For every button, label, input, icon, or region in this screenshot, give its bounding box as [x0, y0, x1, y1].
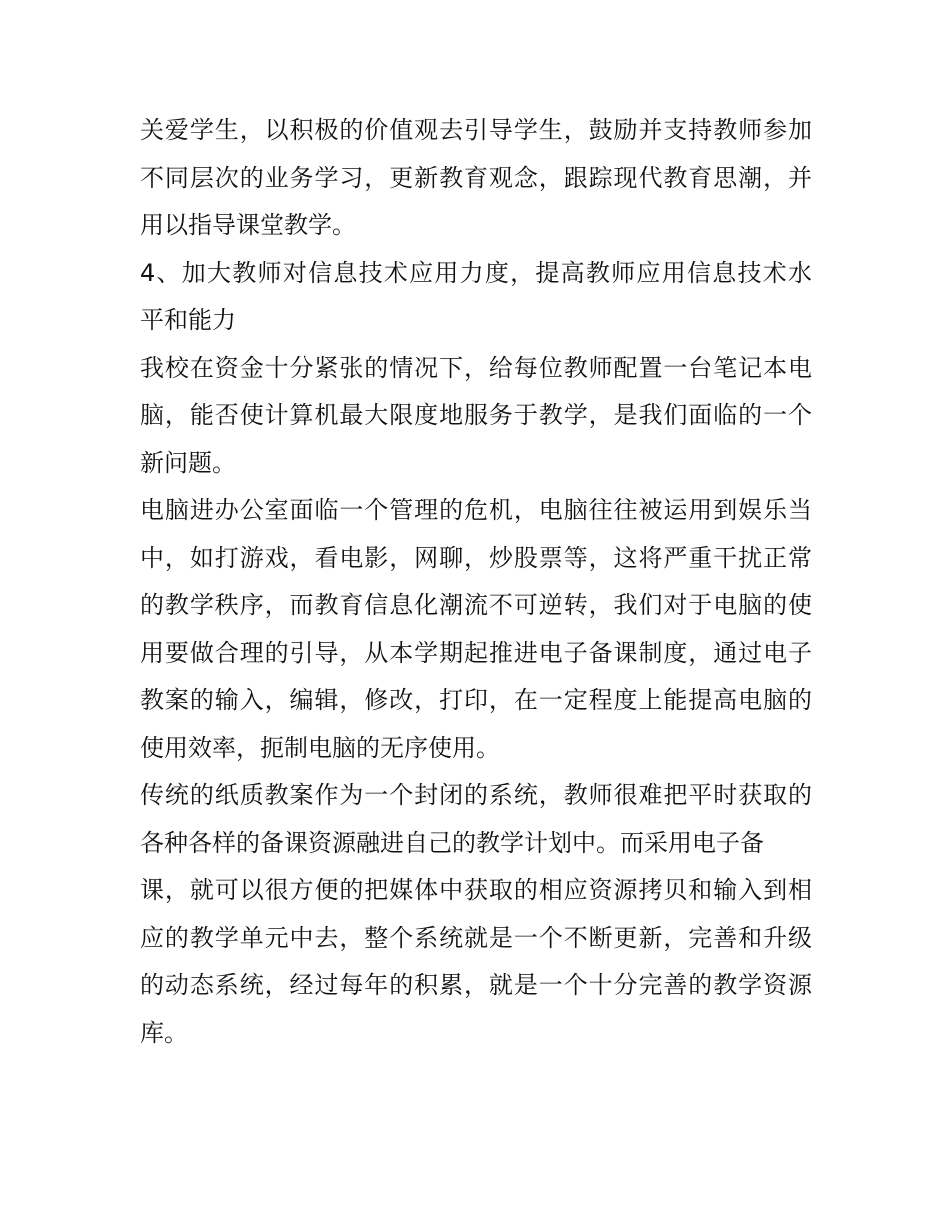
text-line: 教案的输入，编辑，修改，打印，在一定程度上能提高电脑的 [140, 686, 812, 714]
text-line: 4、加大教师对信息技术应用力度，提高教师应用信息技术水 [140, 258, 812, 287]
text-line: 传统的纸质教案作为一个封闭的系统，教师很难把平时获取的 [140, 781, 812, 809]
text-line: 用以指导课堂教学。 [140, 211, 356, 239]
text-line: 脑，能否使计算机最大限度地服务于教学，是我们面临的一个 [140, 401, 812, 429]
paragraph [140, 345, 812, 488]
text-line: 电脑进办公室面临一个管理的危机，电脑往往被运用到娱乐当 [140, 496, 812, 524]
text-line: 使用效率，扼制电脑的无序使用。 [140, 733, 500, 762]
paragraph [140, 107, 812, 250]
text-line: 关爱学生，以积极的价值观去引导学生，鼓励并支持教师参加 [140, 116, 812, 144]
text-line: 不同层次的业务学习，更新教育观念，跟踪现代教育思潮，并 [140, 163, 812, 192]
text-line: 各种各样的备课资源融进自己的教学计划中。而采用电子备 [140, 828, 764, 857]
text-line: 的动态系统，经过每年的积累，就是一个十分完善的教学资源 [140, 971, 812, 999]
text-line: 新问题。 [140, 448, 236, 477]
text-line: 库。 [140, 1018, 188, 1047]
text-line: 我校在资金十分紧张的情况下，给每位教师配置一台笔记本电 [140, 353, 812, 382]
document-body [140, 107, 812, 1057]
paragraph [140, 772, 812, 1057]
text-line: 应的教学单元中去，整个系统就是一个不断更新，完善和升级 [140, 923, 812, 952]
text-line: 平和能力 [140, 306, 236, 334]
paragraph [140, 487, 812, 772]
text-line: 用要做合理的引导，从本学期起推进电子备课制度，通过电子 [140, 638, 812, 667]
text-line: 的教学秩序，而教育信息化潮流不可逆转，我们对于电脑的使 [140, 591, 812, 619]
text-line: 课，就可以很方便的把媒体中获取的相应资源拷贝和输入到相 [140, 876, 812, 904]
section-heading [140, 250, 812, 345]
text-line: 中，如打游戏，看电影，网聊，炒股票等，这将严重干扰正常 [140, 543, 812, 572]
